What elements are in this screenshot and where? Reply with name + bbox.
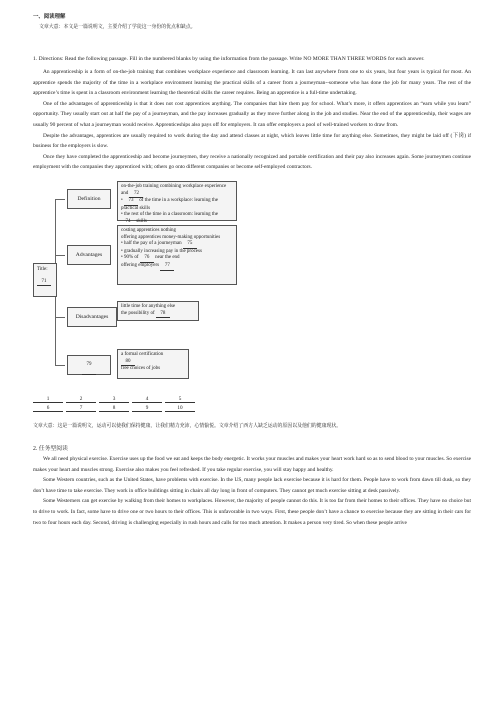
paragraph: An apprenticeship is a form of on-the-job training that combines workplace experience and classroom learning. It can last anywhere from one to six years, but four years is typical for most. An apprentice spends the majority of the time in a workplace environment learning the practical skills of a career from a journeyman--someone who has done the job for many years. The rest of the apprentice’s time is spent in a classroom environment learning the theoretical skills the career requires. Being an apprentice is a full-time undertaking. bbox=[33, 69, 471, 97]
blank-71: 71 bbox=[37, 279, 51, 287]
answer-blank: 2 bbox=[66, 396, 96, 403]
title-box bbox=[33, 263, 57, 297]
summary-2: 文章大意：这是一篇说明文，运动可以使我们保持健康，让我们精力充沛，心情愉悦。文章介绍了西方人缺乏运动的原因以及他们的健康现状。 bbox=[33, 423, 342, 429]
answer-blank: 8 bbox=[99, 405, 129, 412]
answer-blank: 4 bbox=[132, 396, 162, 403]
paragraph: We all need physical exercise. Exercise uses up the food we eat and keeps the body energetic. It works your muscles and makes your heart work hard so as to send blood to your muscles. So exercise makes your heart and muscles strong. Exercise also makes you feel refreshed. If you take regular exercise, you will stay happy and healthy. bbox=[33, 455, 471, 473]
section-title: 一、阅读理解 bbox=[33, 14, 66, 20]
blank-76: 76 bbox=[140, 255, 154, 263]
blank-79: 79 bbox=[82, 356, 96, 375]
answer-blank: 3 bbox=[99, 396, 129, 403]
section-2-title: 2. 任务型阅读 bbox=[33, 445, 68, 452]
connector bbox=[55, 365, 65, 366]
blank-78: 78 bbox=[156, 311, 170, 319]
answer-blank: 9 bbox=[132, 405, 162, 412]
definition-box: Definition bbox=[67, 189, 111, 209]
def-line: of the time in a workplace: learning the practical skills bbox=[121, 198, 218, 211]
answer-blank: 5 bbox=[165, 396, 195, 403]
advantages-details: costing apprentices nothing offering apprentices money-making opportunities • half the pay of a journeyman 75 • gradually increasing pay in the process • 90% of 76 near the end offering employers 77 bbox=[117, 225, 237, 285]
def-line: skills bbox=[136, 218, 147, 224]
last-line: a formal certification bbox=[121, 351, 164, 357]
summary-1: 文章大意：本文是一篇说明文，主要介绍了学徒这一身份的优点和缺点。 bbox=[39, 25, 196, 30]
paragraph: Despite the advantages, apprentices are usually required to work during the day and attend classes at night, which leaves little time for anything else. Sometimes, they might be laid off (下岗) if business for the employers is slow. bbox=[33, 132, 471, 150]
blank-74: 74 bbox=[121, 219, 135, 227]
adv-line: gradually increasing pay in the process bbox=[124, 248, 202, 254]
advantages-box: Advantages bbox=[67, 245, 111, 265]
blank-75: 75 bbox=[183, 241, 197, 249]
paragraph: One of the advantages of apprenticeship is that it does not cost apprentices anything. The companies that hire them pay for school. What’s more, it offers apprentices an “earn while you learn” opportunity. They usually start out at half the pay of a journeyman, and the pay increases gradually as they move further along in the job and studies. Near the end of the apprenticeship, their wages are usually 90 percent of what a journeyman would receive. Apprenticeships also pays off for employers. It can offer employers a pool of well-trained workers to draw from. bbox=[33, 100, 471, 128]
connector bbox=[55, 199, 65, 200]
blank-77: 77 bbox=[160, 263, 174, 271]
adv-line: offering employers bbox=[121, 262, 160, 268]
blank-79-box bbox=[67, 355, 111, 375]
dis-line: the possibility of bbox=[121, 310, 155, 316]
paragraph: Some Westerners can get exercise by walking from their homes to workplaces. However, the majority of people cannot do this. It is too far from their homes to their offices. They have no choice but to drive to work. In fact, some have to drive one or two hours to their offices. This is unfavorable in two ways. First, these people don’t have a chance to exercise because they are sitting in their cars for two to four hours each day. Second, driving is challenging especially in rush hours and calls for too much attention. It makes a person very tired. So when these people arrive bbox=[33, 498, 471, 526]
answer-blank: 1 bbox=[33, 396, 63, 403]
adv-line: 90% of bbox=[124, 255, 139, 261]
answer-blank: 10 bbox=[165, 405, 195, 412]
adv-line: offering apprentices money-making opportunities bbox=[121, 234, 221, 240]
blank-73: 73 bbox=[124, 198, 138, 206]
connector bbox=[55, 255, 65, 256]
answer-row-2 bbox=[33, 405, 471, 412]
paragraph: Once they have completed the apprenticeship and become journeymen, they receive a nationally recognized and portable certification and their pay also increases again. Some journeymen continue employment with the companies they apprenticed with; others go onto different companies or become self-employed contractors. bbox=[33, 153, 471, 171]
dis-line: little time for anything else bbox=[121, 303, 176, 309]
outline-diagram bbox=[33, 179, 313, 394]
adv-line: costing apprentices nothing bbox=[121, 227, 176, 233]
blank-72: 72 bbox=[129, 191, 143, 199]
adv-line: near the end bbox=[155, 255, 180, 261]
adv-line: half the pay of a journeyman bbox=[124, 241, 182, 247]
answer-blank: 6 bbox=[33, 405, 63, 412]
paragraph: Some Western countries, such as the United States, have problems with exercise. In the US, many people lack exercise because it is hard for them. People have to work from dawn till dusk, so they don’t have time to take exercise. They work in office buildings sitting in chairs all day long in front of computers. They cannot get much exercise sitting at desk passively. bbox=[33, 477, 471, 494]
answer-blanks bbox=[33, 396, 471, 412]
question-1-directions: 1. Directions: Read the following passage. Fill in the numbered blanks by using the information from the passage. Write NO MORE THAN THREE WORDS for each answer. bbox=[33, 56, 425, 62]
title-label: Title: bbox=[37, 266, 48, 272]
answer-blank: 7 bbox=[66, 405, 96, 412]
disadvantages-box: Disadvantages bbox=[67, 307, 117, 327]
blank-80: 80 bbox=[121, 359, 135, 367]
definition-details: on-the-job training combining workplace experience and 72 • 73 of the time in a workplace: learning the practical skills • the rest of the time in a classroom: learning the 74 skills bbox=[117, 181, 237, 221]
def-line: the rest of the time in a classroom: learning the bbox=[124, 212, 219, 218]
connector bbox=[55, 317, 65, 318]
answer-row-1 bbox=[33, 396, 471, 403]
last-details bbox=[117, 349, 189, 379]
last-line: free choices of jobs bbox=[121, 366, 161, 372]
def-line: on-the-job training combining workplace experience and bbox=[121, 183, 227, 196]
disadvantages-details bbox=[117, 301, 199, 321]
